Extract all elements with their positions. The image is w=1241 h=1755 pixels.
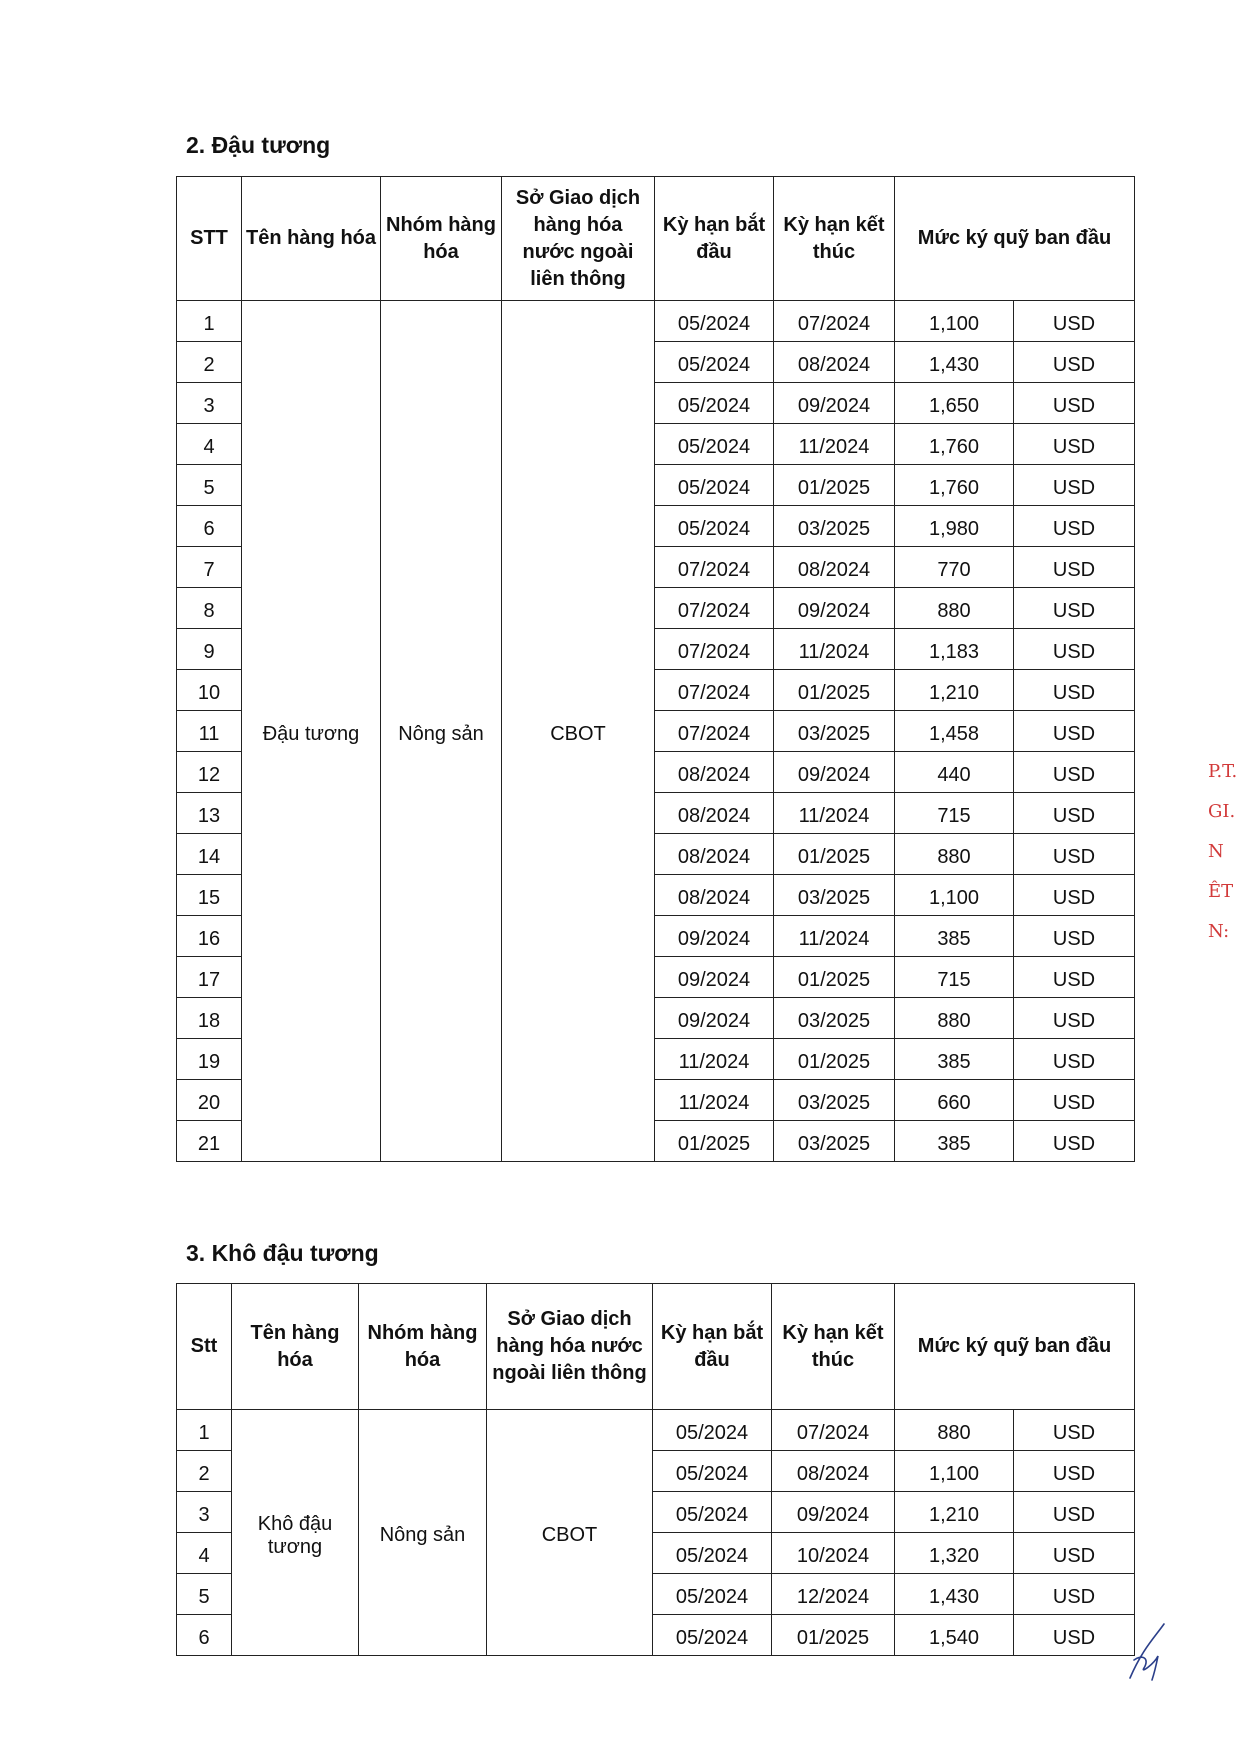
cell-stt: 6	[177, 506, 242, 547]
cell-currency: USD	[1014, 465, 1135, 506]
stamp-text: N:	[1208, 921, 1230, 942]
cell-stt: 7	[177, 547, 242, 588]
cell-margin-value: 440	[895, 752, 1014, 793]
cell-end-term: 07/2024	[772, 1410, 895, 1451]
cell-margin-value: 1,430	[895, 342, 1014, 383]
cell-end-term: 03/2025	[774, 1080, 895, 1121]
cell-currency: USD	[1014, 1615, 1135, 1656]
stamp-text: N	[1208, 841, 1224, 862]
cell-stt: 1	[177, 301, 242, 342]
header-product-group: Nhóm hàng hóa	[359, 1284, 487, 1410]
cell-margin-value: 1,760	[895, 465, 1014, 506]
cell-start-term: 07/2024	[655, 711, 774, 752]
stamp-text: GI.	[1208, 801, 1236, 822]
stamp-text: P.T.	[1208, 761, 1238, 782]
header-product-name: Tên hàng hóa	[232, 1284, 359, 1410]
cell-end-term: 03/2025	[774, 506, 895, 547]
header-exchange: Sở Giao dịch hàng hóa nước ngoài liên thông	[487, 1284, 653, 1410]
section-title-soybean: 2. Đậu tương	[186, 132, 331, 158]
cell-end-term: 03/2025	[774, 875, 895, 916]
cell-start-term: 05/2024	[653, 1533, 772, 1574]
header-initial-margin: Mức ký quỹ ban đầu	[895, 1284, 1135, 1410]
cell-margin-value: 1,458	[895, 711, 1014, 752]
cell-end-term: 08/2024	[772, 1451, 895, 1492]
header-product-group: Nhóm hàng hóa	[381, 177, 502, 301]
cell-start-term: 07/2024	[655, 670, 774, 711]
cell-end-term: 09/2024	[774, 383, 895, 424]
cell-start-term: 05/2024	[655, 342, 774, 383]
table-row	[177, 1410, 1135, 1451]
cell-stt: 18	[177, 998, 242, 1039]
cell-currency: USD	[1014, 383, 1135, 424]
cell-product-group: Nông sản	[359, 1410, 487, 1656]
cell-currency: USD	[1014, 1451, 1135, 1492]
cell-currency: USD	[1014, 1410, 1135, 1451]
cell-stt: 4	[177, 1533, 232, 1574]
cell-start-term: 08/2024	[655, 875, 774, 916]
cell-end-term: 09/2024	[774, 752, 895, 793]
stamp-text: ÊT	[1208, 881, 1234, 902]
cell-start-term: 07/2024	[655, 547, 774, 588]
cell-currency: USD	[1014, 752, 1135, 793]
cell-stt: 1	[177, 1410, 232, 1451]
cell-margin-value: 1,210	[895, 670, 1014, 711]
cell-currency: USD	[1014, 834, 1135, 875]
cell-stt: 13	[177, 793, 242, 834]
cell-end-term: 11/2024	[774, 916, 895, 957]
cell-end-term: 08/2024	[774, 547, 895, 588]
section-title-soybean-meal: 3. Khô đậu tương	[186, 1240, 379, 1266]
cell-product-name: Khô đậu tương	[232, 1410, 359, 1656]
cell-stt: 14	[177, 834, 242, 875]
cell-start-term: 08/2024	[655, 793, 774, 834]
cell-stt: 8	[177, 588, 242, 629]
cell-stt: 2	[177, 1451, 232, 1492]
cell-margin-value: 1,980	[895, 506, 1014, 547]
cell-start-term: 05/2024	[655, 424, 774, 465]
cell-margin-value: 660	[895, 1080, 1014, 1121]
cell-stt: 5	[177, 465, 242, 506]
cell-start-term: 05/2024	[653, 1451, 772, 1492]
cell-margin-value: 715	[895, 793, 1014, 834]
cell-stt: 11	[177, 711, 242, 752]
cell-stt: 20	[177, 1080, 242, 1121]
cell-margin-value: 1,760	[895, 424, 1014, 465]
cell-exchange: CBOT	[502, 301, 655, 1162]
cell-start-term: 09/2024	[655, 916, 774, 957]
cell-start-term: 05/2024	[655, 383, 774, 424]
cell-margin-value: 1,100	[895, 1451, 1014, 1492]
cell-end-term: 01/2025	[774, 834, 895, 875]
cell-margin-value: 1,100	[895, 875, 1014, 916]
cell-margin-value: 880	[895, 1410, 1014, 1451]
soybean-meal-margin-table	[176, 1283, 1135, 1656]
cell-start-term: 05/2024	[655, 465, 774, 506]
cell-end-term: 01/2025	[772, 1615, 895, 1656]
cell-currency: USD	[1014, 506, 1135, 547]
cell-currency: USD	[1014, 1039, 1135, 1080]
cell-currency: USD	[1014, 342, 1135, 383]
cell-start-term: 05/2024	[653, 1615, 772, 1656]
cell-end-term: 03/2025	[774, 1121, 895, 1162]
table-header-row	[177, 1284, 1135, 1410]
cell-end-term: 03/2025	[774, 998, 895, 1039]
cell-product-group: Nông sản	[381, 301, 502, 1162]
table-header-row	[177, 177, 1135, 301]
cell-end-term: 07/2024	[774, 301, 895, 342]
cell-stt: 21	[177, 1121, 242, 1162]
cell-margin-value: 385	[895, 916, 1014, 957]
header-stt: Stt	[177, 1284, 232, 1410]
cell-currency: USD	[1014, 424, 1135, 465]
cell-currency: USD	[1014, 1574, 1135, 1615]
cell-margin-value: 385	[895, 1039, 1014, 1080]
cell-end-term: 08/2024	[774, 342, 895, 383]
cell-end-term: 01/2025	[774, 957, 895, 998]
header-stt: STT	[177, 177, 242, 301]
header-initial-margin: Mức ký quỹ ban đầu	[895, 177, 1135, 301]
cell-currency: USD	[1014, 629, 1135, 670]
cell-currency: USD	[1014, 1492, 1135, 1533]
soybean-meal-table-body	[177, 1410, 1135, 1656]
cell-start-term: 11/2024	[655, 1039, 774, 1080]
initials-signature	[1124, 1620, 1170, 1684]
header-exchange: Sở Giao dịch hàng hóa nước ngoài liên thông	[502, 177, 655, 301]
cell-end-term: 12/2024	[772, 1574, 895, 1615]
cell-stt: 3	[177, 383, 242, 424]
cell-start-term: 08/2024	[655, 752, 774, 793]
cell-start-term: 07/2024	[655, 588, 774, 629]
cell-end-term: 10/2024	[772, 1533, 895, 1574]
cell-currency: USD	[1014, 1080, 1135, 1121]
cell-start-term: 05/2024	[653, 1410, 772, 1451]
cell-end-term: 11/2024	[774, 629, 895, 670]
cell-margin-value: 385	[895, 1121, 1014, 1162]
cell-stt: 5	[177, 1574, 232, 1615]
cell-end-term: 01/2025	[774, 670, 895, 711]
cell-end-term: 11/2024	[774, 424, 895, 465]
cell-start-term: 01/2025	[655, 1121, 774, 1162]
cell-stt: 2	[177, 342, 242, 383]
cell-currency: USD	[1014, 1121, 1135, 1162]
header-end-term: Kỳ hạn kết thúc	[772, 1284, 895, 1410]
cell-currency: USD	[1014, 916, 1135, 957]
cell-currency: USD	[1014, 998, 1135, 1039]
cell-currency: USD	[1014, 670, 1135, 711]
cell-margin-value: 880	[895, 588, 1014, 629]
cell-margin-value: 1,210	[895, 1492, 1014, 1533]
cell-start-term: 07/2024	[655, 629, 774, 670]
cell-currency: USD	[1014, 588, 1135, 629]
cell-currency: USD	[1014, 875, 1135, 916]
cell-stt: 15	[177, 875, 242, 916]
cell-start-term: 05/2024	[655, 506, 774, 547]
cell-product-name: Đậu tương	[242, 301, 381, 1162]
cell-start-term: 05/2024	[653, 1574, 772, 1615]
cell-end-term: 11/2024	[774, 793, 895, 834]
cell-stt: 12	[177, 752, 242, 793]
cell-end-term: 01/2025	[774, 465, 895, 506]
header-start-term: Kỳ hạn bắt đầu	[655, 177, 774, 301]
cell-stt: 17	[177, 957, 242, 998]
cell-margin-value: 1,650	[895, 383, 1014, 424]
cell-start-term: 05/2024	[653, 1492, 772, 1533]
cell-stt: 9	[177, 629, 242, 670]
cell-margin-value: 880	[895, 998, 1014, 1039]
red-seal-stamp-fragment	[1208, 752, 1241, 978]
cell-margin-value: 1,320	[895, 1533, 1014, 1574]
cell-start-term: 11/2024	[655, 1080, 774, 1121]
cell-exchange: CBOT	[487, 1410, 653, 1656]
cell-margin-value: 1,183	[895, 629, 1014, 670]
cell-margin-value: 1,100	[895, 301, 1014, 342]
cell-currency: USD	[1014, 547, 1135, 588]
cell-currency: USD	[1014, 711, 1135, 752]
cell-end-term: 03/2025	[774, 711, 895, 752]
cell-stt: 3	[177, 1492, 232, 1533]
table-row	[177, 301, 1135, 342]
cell-end-term: 01/2025	[774, 1039, 895, 1080]
soybean-table-body	[177, 301, 1135, 1162]
cell-end-term: 09/2024	[774, 588, 895, 629]
cell-margin-value: 715	[895, 957, 1014, 998]
cell-stt: 10	[177, 670, 242, 711]
cell-currency: USD	[1014, 957, 1135, 998]
cell-margin-value: 770	[895, 547, 1014, 588]
cell-currency: USD	[1014, 1533, 1135, 1574]
cell-start-term: 08/2024	[655, 834, 774, 875]
cell-start-term: 05/2024	[655, 301, 774, 342]
cell-stt: 19	[177, 1039, 242, 1080]
header-start-term: Kỳ hạn bắt đầu	[653, 1284, 772, 1410]
cell-stt: 16	[177, 916, 242, 957]
cell-stt: 6	[177, 1615, 232, 1656]
cell-end-term: 09/2024	[772, 1492, 895, 1533]
header-end-term: Kỳ hạn kết thúc	[774, 177, 895, 301]
header-product-name: Tên hàng hóa	[242, 177, 381, 301]
cell-start-term: 09/2024	[655, 957, 774, 998]
cell-margin-value: 1,430	[895, 1574, 1014, 1615]
soybean-margin-table	[176, 176, 1135, 1162]
cell-start-term: 09/2024	[655, 998, 774, 1039]
cell-margin-value: 880	[895, 834, 1014, 875]
cell-margin-value: 1,540	[895, 1615, 1014, 1656]
cell-stt: 4	[177, 424, 242, 465]
cell-currency: USD	[1014, 301, 1135, 342]
cell-currency: USD	[1014, 793, 1135, 834]
